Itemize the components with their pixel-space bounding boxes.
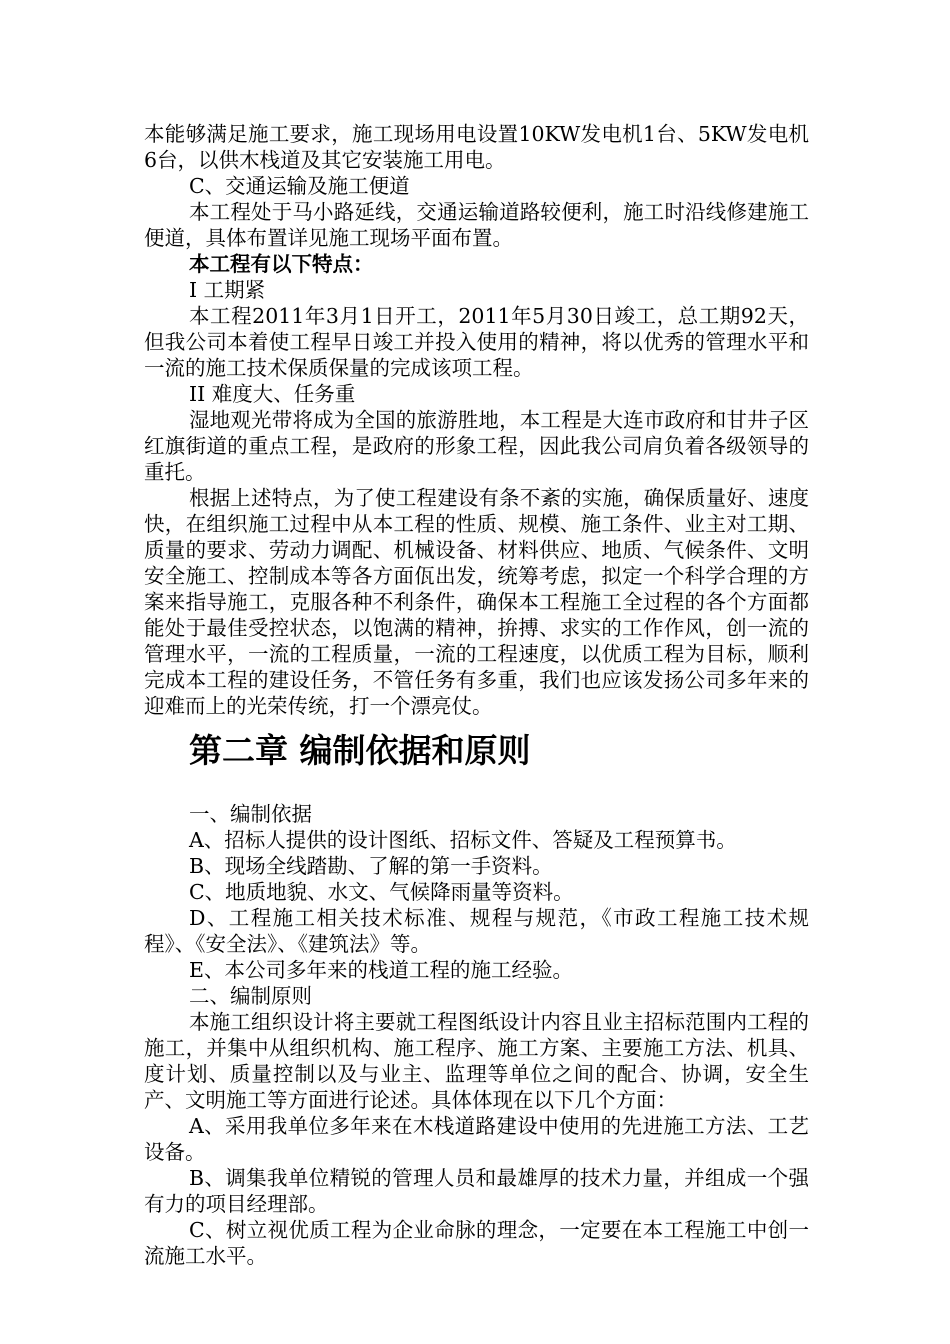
list-item: A、招标人提供的设计图纸、招标文件、答疑及工程预算书。 [189,828,737,852]
subheading: C、交通运输及施工便道 [189,174,410,198]
paragraph: 本能够满足施工要求，施工现场用电设置10KW发电机1台、5KW发电机6台，以供木栈道及其它安装施工用电。 [144,122,809,172]
section-heading: 二、编制原则 [189,984,312,1008]
spacer [144,777,809,801]
list-item: B、现场全线踏勘、了解的第一手资料。 [189,854,553,878]
list-item: A、采用我单位多年来在木栈道路建设中使用的先进施工方法、工艺设备。 [144,1114,809,1164]
chapter-title: 第二章 编制依据和原则 [189,731,531,770]
list-item: C、树立视优质工程为企业命脉的理念，一定要在本工程施工中创一流施工水平。 [144,1218,809,1268]
document-body [144,121,809,1269]
paragraph: 本工程处于马小路延线，交通运输道路较便利，施工时沿线修建施工便道，具体布置详见施工现场平面布置。 [144,200,809,250]
list-item: B、调集我单位精锐的管理人员和最雄厚的技术力量，并组成一个强有力的项目经理部。 [144,1166,809,1216]
list-item: E、本公司多年来的栈道工程的施工经验。 [189,958,573,982]
list-item: D、工程施工相关技术标准、规程与规范，《市政工程施工技术规程》、《安全法》、《建筑法》等。 [144,906,809,956]
paragraph: 根据上述特点，为了使工程建设有条不紊的实施，确保质量好、速度快，在组织施工过程中从本工程的性质、规模、施工条件、业主对工期、质量的要求、劳动力调配、机械设备、材料供应、地质、气候条件、文明安全施工、控制成本等各方面佤出发，统筹考虑，拟定一个科学合理的方案来指导施工，克服各种不利条件，确保本工程施工全过程的各个方面都能处于最佳受控状态，以饱满的精神，拚搏、求实的工作作风，创一流的管理水平，一流的工程质量，一流的工程速度，以优质工程为目标，顺利完成本工程的建设任务，不管任务有多重，我们也应该发扬公司多年来的迎难而上的光荣传统，打一个漂亮仗。 [144,486,809,718]
paragraph: 湿地观光带将成为全国的旅游胜地，本工程是大连市政府和甘井子区红旗街道的重点工程，是政府的形象工程，因此我公司肩负着各级领导的重托。 [144,408,809,484]
bold-heading: 本工程有以下特点： [189,252,374,276]
list-item: C、地质地貌、水文、气候降雨量等资料。 [189,880,574,904]
subheading: II 难度大、任务重 [189,382,356,406]
paragraph: 本施工组织设计将主要就工程图纸设计内容且业主招标范围内工程的施工，并集中从组织机构、施工程序、施工方案、主要施工方法、机具、度计划、质量控制以及与业主、监理等单位之间的配合、协调，安全生产、文明施工等方面进行论述。具体体现在以下几个方面： [144,1010,809,1112]
section-heading: 一、编制依据 [189,802,312,826]
paragraph: 本工程2011年3月1日开工，2011年5月30日竣工，总工期92天，但我公司本着使工程早日竣工并投入使用的精神，将以优秀的管理水平和一流的施工技术保质保量的完成该项工程。 [144,304,809,380]
subheading: I 工期紧 [189,278,266,302]
